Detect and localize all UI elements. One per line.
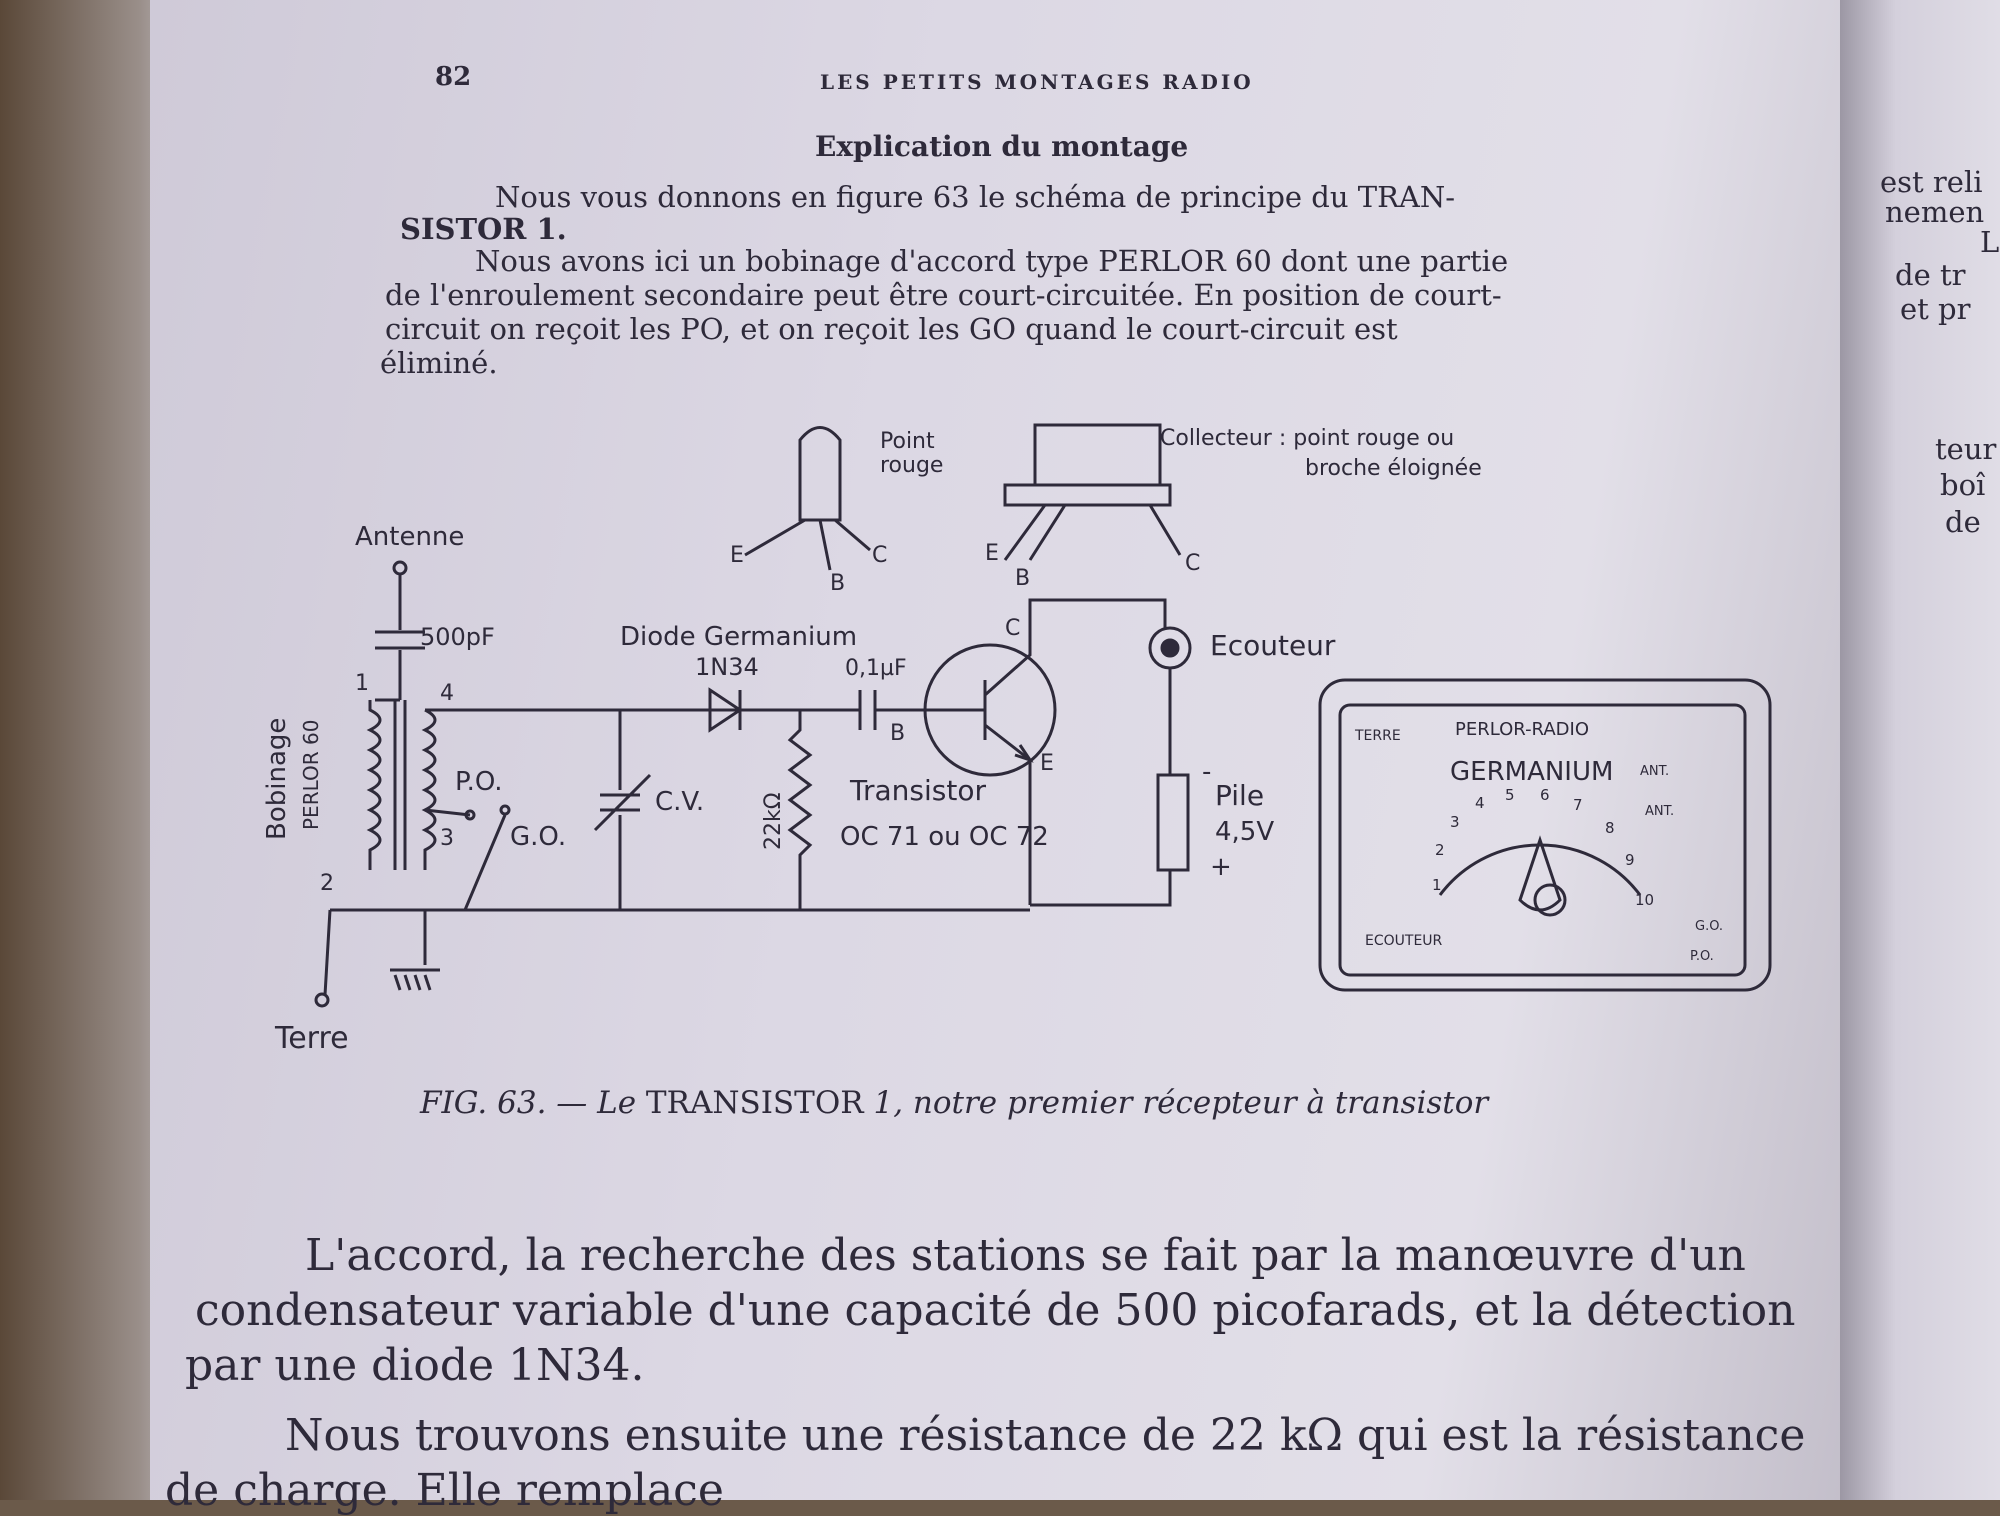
radio-ecouteur: ECOUTEUR: [1365, 933, 1443, 949]
body-line-4: Nous trouvons ensuite une résistance de 22 kΩ qui est la résistance: [285, 1410, 1806, 1461]
coil-secondary: [425, 710, 435, 870]
label-cv: C.V.: [655, 787, 705, 817]
dial-number: 10: [1635, 891, 1655, 909]
label-diode: Diode Germanium: [620, 622, 858, 652]
battery-symbol: [1158, 775, 1188, 870]
label-collecteur-1: Collecteur : point rouge ou: [1160, 426, 1455, 451]
antenna-terminal: [394, 562, 406, 574]
node-4: 4: [440, 681, 454, 706]
transistor-leads-1: [745, 520, 870, 570]
transistor-package-flange: [1005, 485, 1170, 505]
facing-text: nemen: [1885, 195, 1985, 229]
radio-brand: PERLOR-RADIO: [1455, 719, 1589, 740]
radio-model: GERMANIUM: [1450, 757, 1614, 787]
label-500pf: 500pF: [420, 623, 495, 651]
intro-line-6: éliminé.: [380, 346, 498, 380]
caption-prefix: FIG. 63. — Le: [420, 1085, 637, 1121]
pin-e-3: E: [1040, 751, 1054, 776]
resistor-22k: [790, 710, 810, 910]
intro-line-1: Nous vous donnons en figure 63 le schéma de principe du TRAN-: [495, 180, 1456, 214]
label-antenne: Antenne: [355, 522, 465, 552]
dial-number: 1: [1432, 876, 1442, 894]
label-collecteur-2: broche éloignée: [1305, 456, 1482, 481]
pin-c-1: C: [872, 543, 888, 568]
facing-text: boî: [1940, 468, 1986, 502]
radio-go: G.O.: [1695, 919, 1724, 934]
variable-capacitor: [595, 710, 650, 910]
pin-b-1: B: [830, 571, 846, 596]
label-minus: -: [1202, 757, 1212, 787]
radio-ant-2: ANT.: [1645, 804, 1675, 819]
label-pile: Pile: [1215, 779, 1265, 812]
dial-knob: [1520, 840, 1560, 910]
label-po: P.O.: [455, 767, 503, 797]
dial-number: 5: [1505, 786, 1515, 804]
dial-number: 6: [1540, 786, 1550, 804]
dial-number: 2: [1435, 841, 1445, 859]
facing-text: teur: [1935, 432, 1997, 466]
page-number: 82: [435, 62, 472, 92]
figure-caption: [420, 1085, 1488, 1121]
label-45v: 4,5V: [1215, 817, 1275, 847]
po-go-switch: [425, 810, 505, 910]
caption-rest: 1, notre premier récepteur à transistor: [873, 1085, 1489, 1121]
pin-c-3: C: [1005, 616, 1021, 641]
pin-b-3: B: [890, 721, 906, 746]
running-head: LES PETITS MONTAGES RADIO: [820, 70, 1254, 94]
intro-line-3: Nous avons ici un bobinage d'accord type PERLOR 60 dont une partie: [475, 244, 1509, 278]
diode-1n34: [710, 690, 800, 730]
label-transistor: Transistor: [850, 774, 986, 807]
transistor-package-round: [800, 428, 840, 521]
dial-number: 8: [1605, 819, 1615, 837]
intro-line-5: circuit on reçoit les PO, et on reçoit les GO quand le court-circuit est: [385, 312, 1398, 346]
label-go: G.O.: [510, 822, 567, 852]
label-point: Point: [880, 429, 935, 454]
caption-smallcaps: TRANSISTOR: [645, 1085, 864, 1121]
pin-c-2: C: [1185, 551, 1201, 576]
radio-po: P.O.: [1690, 949, 1714, 964]
facing-text: L: [1980, 225, 2000, 259]
dial-number: 7: [1573, 796, 1583, 814]
dial-number: 4: [1475, 794, 1485, 812]
label-terre: Terre: [275, 1021, 349, 1056]
node-2: 2: [320, 871, 334, 896]
capacitor-01uf: [800, 690, 930, 730]
facing-text: est reli: [1880, 165, 1983, 199]
label-perlor60: PERLOR 60: [299, 719, 323, 830]
label-01uf: 0,1µF: [845, 656, 907, 681]
pin-b-2: B: [1015, 566, 1031, 591]
capacitor-500pf: [375, 574, 425, 700]
radio-terre: TERRE: [1355, 728, 1401, 744]
label-ecouteur: Ecouteur: [1210, 629, 1336, 662]
facing-text: et pr: [1900, 292, 1971, 326]
label-1n34: 1N34: [695, 653, 759, 681]
label-oc71: OC 71 ou OC 72: [840, 822, 1049, 852]
label-plus: +: [1210, 852, 1232, 882]
dial-number: 9: [1625, 851, 1635, 869]
body-line-1: L'accord, la recherche des stations se fait par la manœuvre d'un: [305, 1230, 1746, 1281]
transistor-package-can: [1035, 425, 1160, 485]
intro-line-4: de l'enroulement secondaire peut être court-circuitée. En position de court-: [385, 278, 1502, 312]
ground-symbol: [390, 970, 440, 990]
ground-terminal: [316, 994, 328, 1006]
pin-e-2: E: [985, 541, 999, 566]
node-3: 3: [440, 826, 454, 851]
body-line-3: par une diode 1N34.: [185, 1340, 645, 1391]
intro-line-2: SISTOR 1.: [400, 212, 567, 246]
section-title: Explication du montage: [815, 130, 1189, 163]
transistor-leads-2: [1005, 505, 1180, 560]
radio-ant-1: ANT.: [1640, 764, 1670, 779]
body-line-2: condensateur variable d'une capacité de 500 picofarads, et la détection: [195, 1285, 1796, 1336]
label-rouge: rouge: [880, 453, 944, 478]
coil-primary: [370, 700, 380, 870]
label-22k: 22kΩ: [761, 792, 786, 850]
facing-text: de tr: [1895, 258, 1966, 292]
facing-text: de: [1945, 505, 1981, 539]
body-line-5: de charge. Elle remplace: [165, 1465, 724, 1516]
label-bobinage: Bobinage: [262, 717, 292, 840]
node-1: 1: [355, 671, 369, 696]
dial-number: 3: [1450, 813, 1460, 831]
pin-e-1: E: [730, 543, 744, 568]
